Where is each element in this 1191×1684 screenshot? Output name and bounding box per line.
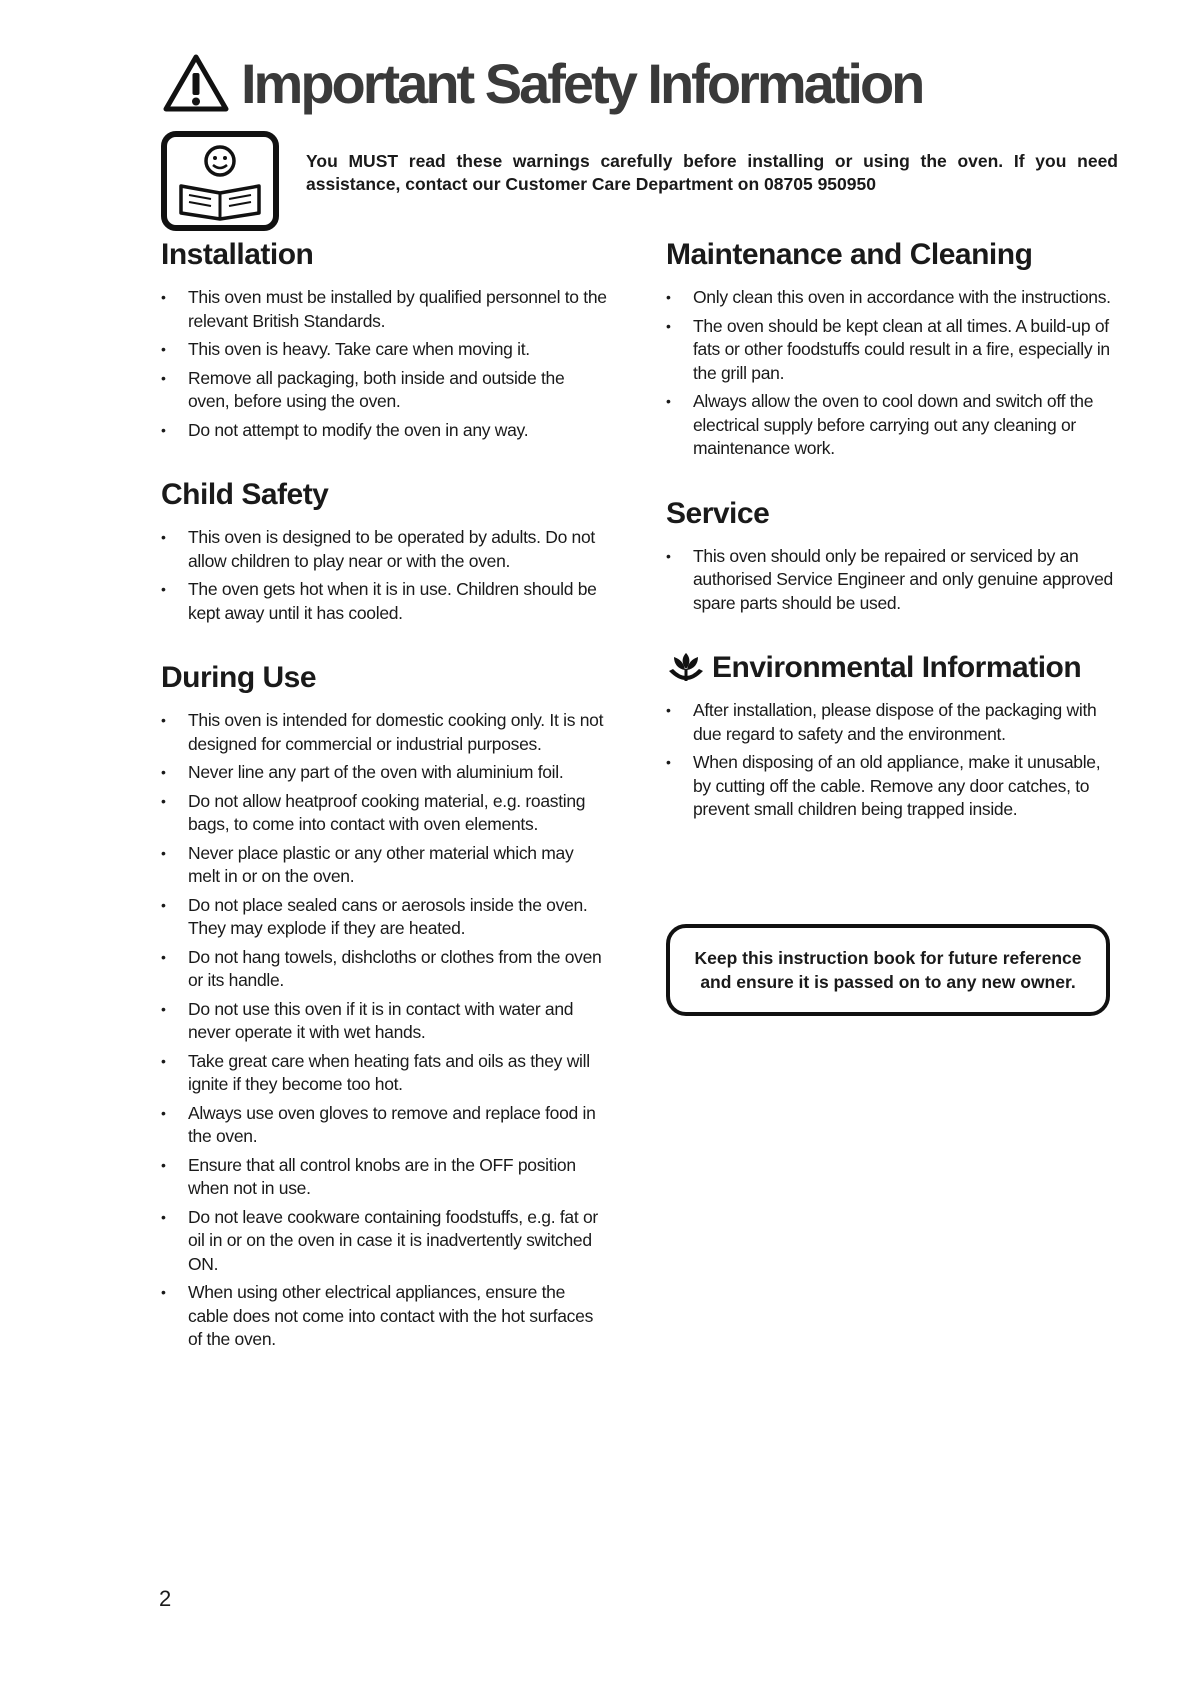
recycle-plant-icon [666,649,706,687]
list-item: • Never line any part of the oven with aluminium foil. [161,761,609,785]
list-item: • When disposing of an old appliance, make it unusable, by cutting off the cable. Remove any door catches, to prevent small children being trapped inside. [666,751,1118,822]
list-item: • Take great care when heating fats and oils as they will ignite if they become too hot. [161,1050,609,1097]
list-item: • Do not leave cookware containing foodstuffs, e.g. fat or oil in or on the oven in case it is inadvertently switched ON. [161,1206,609,1277]
section-maintenance [666,236,1118,461]
keep-notice-box [666,924,1110,1016]
bullet-list [161,709,609,1352]
list-item: • After installation, please dispose of the packaging with due regard to safety and the environment. [666,699,1118,746]
section-heading: Child Safety [161,478,329,511]
section-heading: Installation [161,238,314,271]
section-environmental [666,649,1118,822]
bullet-list [666,286,1118,461]
intro-warning: You MUST read these warnings carefully before installing or using the oven. If you need assistance, contact our Customer Care Department on 08705 950950 [306,151,1118,194]
section-heading: Service [666,496,770,530]
page-number: 2 [159,1586,172,1611]
list-item: • Do not hang towels, dishcloths or clothes from the oven or its handle. [161,946,609,993]
list-item: • Ensure that all control knobs are in the OFF position when not in use. [161,1154,609,1201]
section-service [666,495,1118,616]
keep-notice-text: Keep this instruction book for future reference and ensure it is passed on to any new owner. [694,948,1082,992]
read-manual-icon [161,131,279,231]
list-item: • Always use oven gloves to remove and replace food in the oven. [161,1102,609,1149]
right-column [666,236,1118,856]
list-item: • This oven must be installed by qualified personnel to the relevant British Standards. [161,286,609,333]
list-item: • This oven is intended for domestic cooking only. It is not designed for commercial or industrial purposes. [161,709,609,756]
list-item: • The oven should be kept clean at all times. A build-up of fats or other foodstuffs could result in a fire, especially in the grill pan. [666,315,1118,386]
list-item: • The oven gets hot when it is in use. Children should be kept away until it has cooled. [161,578,609,625]
section-heading: Environmental Information [712,651,1082,684]
list-item: • Do not attempt to modify the oven in any way. [161,419,609,443]
title-row [163,48,922,118]
list-item: • Only clean this oven in accordance with the instructions. [666,286,1118,310]
left-column [161,236,609,1386]
section-heading-with-icon [666,649,1118,687]
bullet-list [161,526,609,625]
list-item: • Always allow the oven to cool down and switch off the electrical supply before carrying out any cleaning or maintenance work. [666,390,1118,461]
section-heading: During Use [161,661,317,694]
section-installation [161,236,609,442]
list-item: • When using other electrical appliances, ensure the cable does not come into contact with the hot surfaces of the oven. [161,1281,609,1352]
bullet-list [666,699,1118,822]
bullet-list [666,545,1118,616]
page-title: Important Safety Information [241,51,923,115]
list-item: • Do not place sealed cans or aerosols inside the oven. They may explode if they are heated. [161,894,609,941]
list-item: • Do not allow heatproof cooking material, e.g. roasting bags, to come into contact with oven elements. [161,790,609,837]
bullet-list [161,286,609,442]
list-item: • This oven is designed to be operated by adults. Do not allow children to play near or with the oven. [161,526,609,573]
section-child-safety [161,476,609,625]
list-item: • Remove all packaging, both inside and outside the oven, before using the oven. [161,367,609,414]
list-item: • Do not use this oven if it is in contact with water and never operate it with wet hands. [161,998,609,1045]
section-during-use [161,659,609,1352]
section-heading: Maintenance and Cleaning [666,238,1033,271]
list-item: • Never place plastic or any other material which may melt in or on the oven. [161,842,609,889]
list-item: • This oven is heavy. Take care when moving it. [161,338,609,362]
list-item: • This oven should only be repaired or serviced by an authorised Service Engineer and only genuine approved spare parts should be used. [666,545,1118,616]
warning-triangle-icon [163,53,229,113]
